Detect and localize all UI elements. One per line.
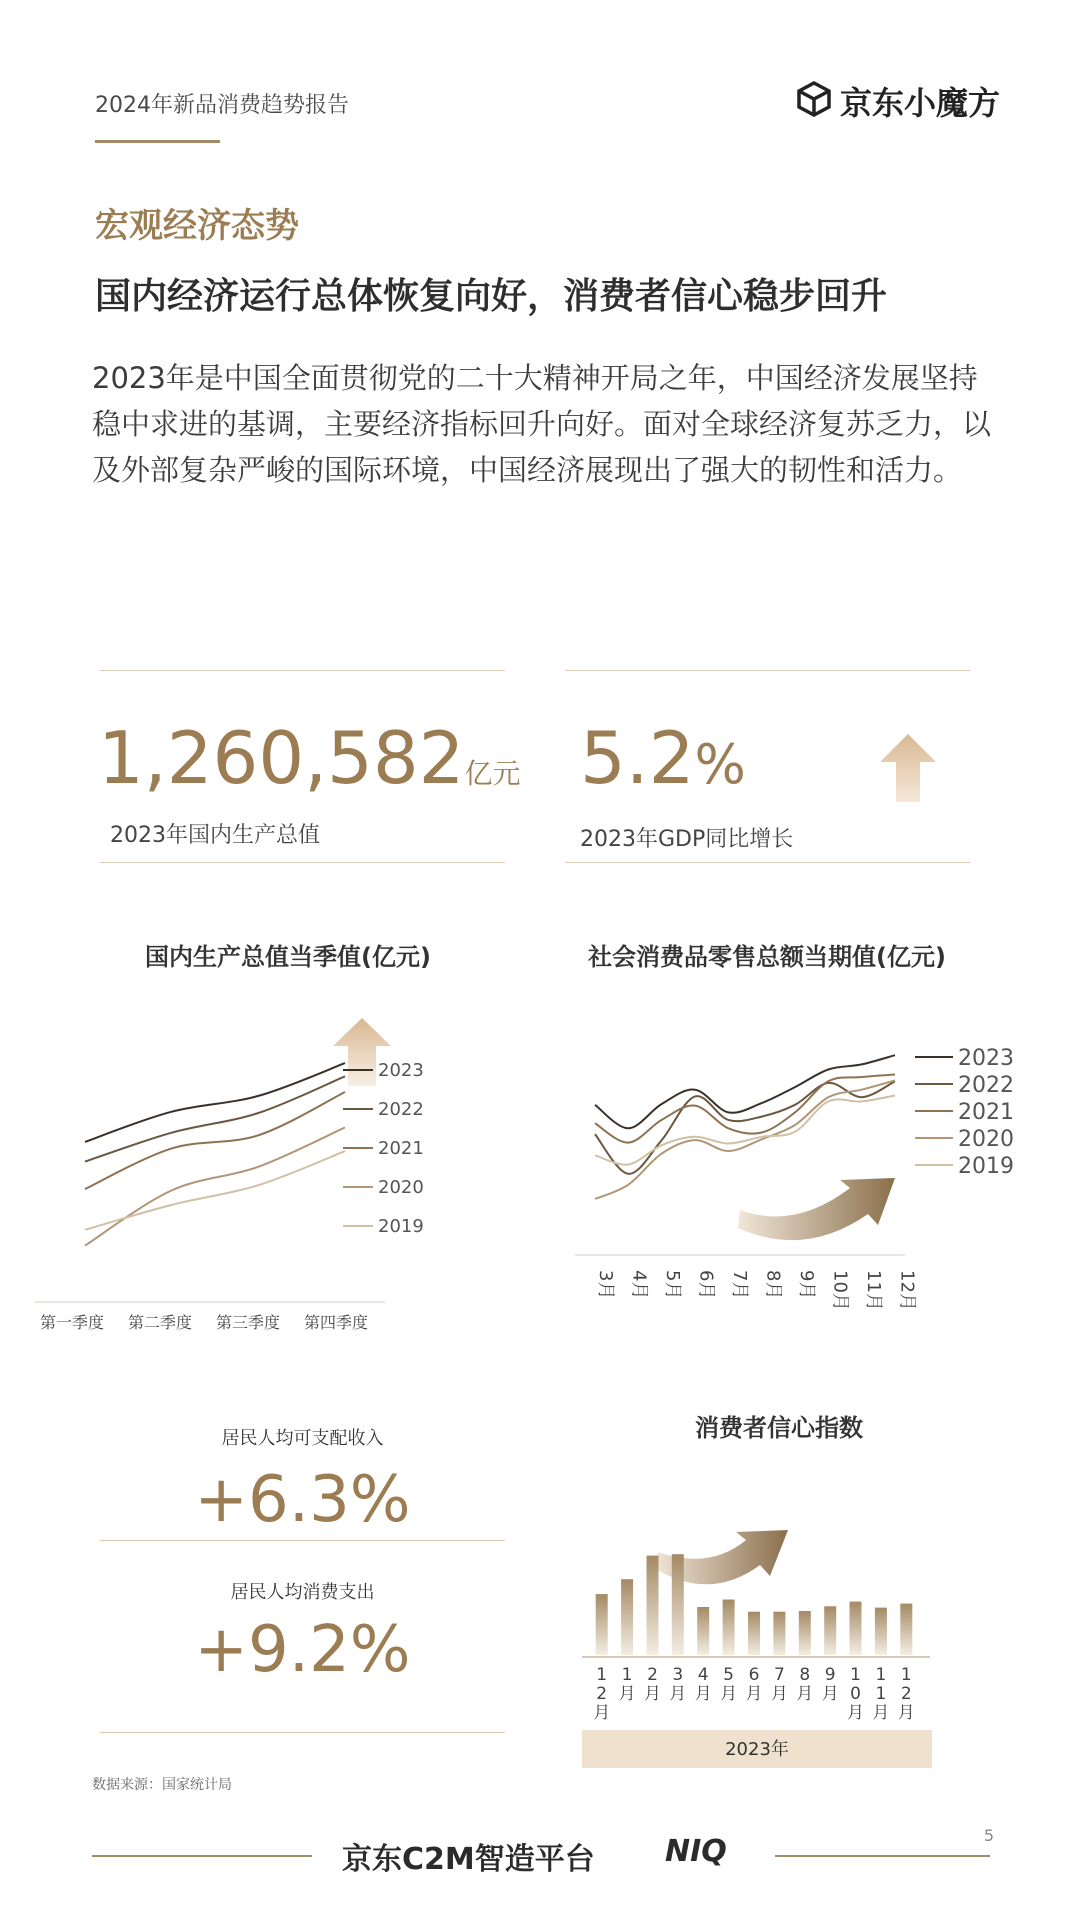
gdp-chart-title: 国内生产总值当季值(亿元)	[145, 943, 431, 971]
bar-11	[875, 1608, 887, 1655]
x-tick-label: 6 月	[745, 1665, 763, 1704]
stat-rule	[565, 862, 970, 863]
report-title: 2024年新品消费趋势报告	[95, 93, 349, 118]
x-tick-label: 1 2 月	[593, 1665, 611, 1723]
bar-3	[672, 1554, 684, 1655]
bar-2	[647, 1556, 659, 1655]
series-line-2022	[85, 1076, 345, 1161]
stat-rule	[100, 670, 505, 671]
legend-label: 2022	[378, 1099, 424, 1120]
series-line-2023	[85, 1063, 345, 1142]
confidence-chart-title: 消费者信心指数	[695, 1414, 863, 1442]
legend-label: 2023	[378, 1060, 424, 1081]
bar-0	[596, 1594, 608, 1655]
series-line-2019	[595, 1096, 895, 1165]
stat-rule	[100, 1732, 505, 1733]
x-tick-label: 11月	[863, 1270, 884, 1311]
x-tick-label: 2 月	[644, 1665, 661, 1704]
series-line-2020	[85, 1127, 345, 1245]
stat-rule	[100, 862, 505, 863]
x-tick-label: 7月	[729, 1270, 750, 1300]
x-tick-label: 4月	[628, 1270, 650, 1300]
gdp-total-value: 1,260,582	[98, 716, 465, 800]
footer-line	[92, 1855, 312, 1857]
x-tick-label: 第四季度	[304, 1313, 369, 1330]
legend-label: 2020	[378, 1177, 424, 1198]
legend-label: 2019	[378, 1216, 424, 1237]
up-arrow-icon	[878, 732, 938, 808]
trend-arrow-icon	[738, 1178, 895, 1240]
data-source: 数据来源：国家统计局	[92, 1777, 232, 1793]
legend-label: 2022	[958, 1073, 1014, 1098]
bar-6	[748, 1612, 760, 1655]
legend-label: 2021	[378, 1138, 424, 1159]
x-tick-label: 第三季度	[216, 1313, 281, 1330]
footer-line	[775, 1855, 990, 1857]
x-tick-label: 8 月	[796, 1665, 814, 1704]
x-tick-label: 4 月	[694, 1665, 712, 1704]
stat-rule	[100, 1540, 505, 1541]
legend-label: 2020	[958, 1127, 1014, 1152]
x-axis-label: 2023年	[725, 1739, 789, 1760]
bar-8	[799, 1611, 811, 1655]
x-tick-label: 1 1 月	[872, 1665, 890, 1723]
income-value: +6.3%	[194, 1463, 411, 1537]
gdp-growth-stat	[580, 716, 746, 800]
stat-rule	[565, 670, 970, 671]
section-label: 宏观经济态势	[95, 206, 299, 246]
footer-platform: 京东C2M智造平台	[342, 1842, 595, 1877]
x-tick-label: 8月	[762, 1270, 784, 1300]
footer-partner: NIQ	[665, 1834, 727, 1869]
intro-paragraph: 2023年是中国全面贯彻党的二十大精神开局之年，中国经济发展坚持稳中求进的基调，主要经济指标回升向好。面对全球经济复苏乏力，以及外部复杂严峻的国际环境，中国经济展现出了强大的韧性和活力。	[92, 361, 992, 487]
x-tick-label: 6月	[695, 1270, 717, 1300]
x-tick-label: 1 0 月	[847, 1665, 864, 1723]
gdp-quarterly-chart	[35, 1010, 540, 1330]
retail-sales-chart	[575, 1020, 1050, 1340]
title-underline	[95, 140, 220, 143]
bar-12	[900, 1604, 912, 1655]
x-tick-label: 5月	[662, 1270, 683, 1300]
gdp-total-label: 2023年国内生产总值	[110, 823, 320, 848]
gdp-total-unit: 亿元	[464, 757, 521, 790]
x-tick-label: 9月	[796, 1270, 817, 1300]
legend-label: 2021	[958, 1100, 1014, 1125]
spending-label: 居民人均消费支出	[230, 1582, 375, 1603]
series-line-2021	[85, 1092, 345, 1189]
legend-label: 2023	[958, 1046, 1014, 1071]
headline: 国内经济运行总体恢复向好，消费者信心稳步回升	[95, 276, 888, 317]
spending-value: +9.2%	[194, 1613, 411, 1687]
x-tick-label: 第二季度	[128, 1313, 193, 1330]
series-line-2021	[595, 1075, 895, 1143]
x-tick-label: 第一季度	[40, 1313, 105, 1330]
bar-10	[850, 1602, 862, 1655]
brand-name: 京东小魔方	[839, 84, 1000, 122]
x-tick-label: 7 月	[770, 1665, 788, 1704]
bar-1	[621, 1579, 633, 1655]
brand	[796, 78, 1000, 124]
consumer-confidence-chart	[570, 1490, 1000, 1780]
bar-4	[697, 1607, 709, 1655]
bar-9	[824, 1606, 836, 1655]
bar-5	[723, 1600, 735, 1656]
page-number: 5	[983, 1826, 994, 1845]
legend-label: 2019	[958, 1154, 1014, 1179]
retail-chart-title: 社会消费品零售总额当期值(亿元)	[588, 943, 946, 971]
x-tick-label: 3 月	[669, 1665, 687, 1704]
x-tick-label: 1 月	[618, 1665, 636, 1704]
cube-logo-icon	[796, 81, 832, 121]
series-line-2019	[85, 1151, 345, 1230]
x-tick-label: 5 月	[720, 1665, 738, 1704]
x-tick-label: 12月	[896, 1270, 918, 1311]
gdp-growth-unit: %	[694, 733, 746, 796]
gdp-total-stat	[98, 716, 521, 800]
x-tick-label: 1 2 月	[897, 1665, 915, 1723]
x-tick-label: 3月	[595, 1270, 616, 1300]
gdp-growth-value: 5.2	[580, 716, 695, 800]
income-label: 居民人均可支配收入	[221, 1428, 384, 1449]
bar-7	[773, 1612, 785, 1655]
x-tick-label: 10月	[829, 1270, 851, 1311]
gdp-growth-label: 2023年GDP同比增长	[580, 827, 794, 852]
x-tick-label: 9 月	[821, 1665, 839, 1704]
